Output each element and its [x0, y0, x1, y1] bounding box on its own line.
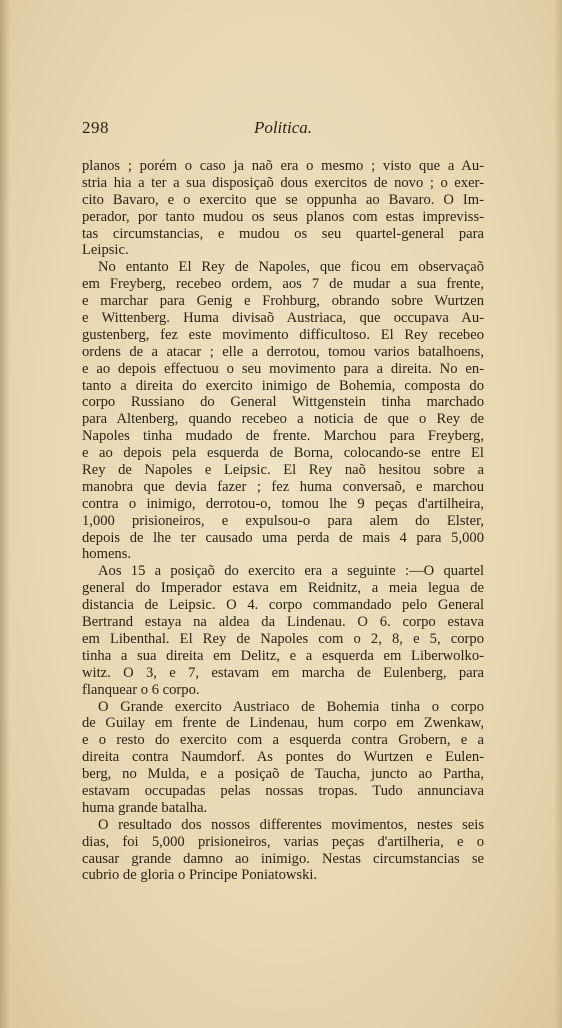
text-line: flanquear o 6 corpo.: [82, 681, 200, 698]
text-line: cubrio de gloria o Principe Poniatowski.: [82, 867, 318, 884]
text-line: Bertrand estaya na aldea da Lindenau. O 6. corpo estava: [82, 614, 484, 631]
paragraph: [82, 817, 484, 885]
text-line: distancia de Leipsic. O 4. corpo commandado pelo General: [82, 597, 484, 614]
text-line: tinha a sua direita em Delitz, e a esquerda em Liberwolko-: [82, 647, 484, 664]
text-line: O resultado dos nossos differentes movimentos, nestes seis: [98, 816, 484, 833]
text-line: 1,000 prisioneiros, e expulsou-o para alem do Elster,: [82, 512, 484, 529]
text-line: e Wittenberg. Huma divisaõ Austriaca, que occupava Au-: [82, 310, 484, 327]
text-line: No entanto El Rey de Napoles, que ficou em observaçaõ: [98, 259, 484, 276]
text-line: perador, por tanto mudou os seus planos com estas impreviss-: [82, 208, 484, 225]
text-line: para Altenberg, quando recebeo a noticia de que o Rey de: [82, 411, 484, 428]
text-line: tanto a direita do exercito inimigo de Bohemia, composta do: [82, 377, 484, 394]
text-line: e marchar para Genig e Frohburg, obrando sobre Wurtzen: [82, 293, 484, 310]
text-line: corpo Russiano do General Wittgenstein tinha marchado: [82, 394, 484, 411]
text-line: Aos 15 a posiçaõ do exercito era a seguinte :—O quartel: [98, 563, 484, 580]
text-line: e o resto do exercito com a esquerda contra Grobern, e a: [82, 732, 484, 749]
text-line: Rey de Napoles e Leipsic. El Rey naõ hesitou sobre a: [82, 462, 484, 479]
text-line: berg, no Mulda, e a posiçaõ de Taucha, juncto ao Partha,: [82, 766, 484, 783]
text-line: estavam occupadas pelas nossas tropas. Tudo annunciava: [82, 782, 484, 799]
text-line: depois de lhe ter causado uma perda de mais 4 para 5,000: [82, 529, 484, 546]
page-header: [82, 118, 484, 142]
text-line: dias, foi 5,000 prisioneiros, varias peças d'artilheria, e o: [82, 833, 484, 850]
paragraph: [82, 158, 484, 259]
text-line: causar grande damno ao inimigo. Nestas circumstancias se: [82, 850, 484, 867]
paragraph: [82, 259, 484, 563]
text-line: homens.: [82, 546, 132, 563]
text-line: tas circumstancias, e mudou os seu quartel-general para: [82, 225, 484, 242]
text-line: O Grande exercito Austriaco de Bohemia tinha o corpo: [98, 698, 484, 715]
paragraph: [82, 563, 484, 698]
text-line: manobra que devia fazer ; fez huma conversaõ, e marchou: [82, 478, 484, 495]
text-line: general do Imperador estava em Reidnitz, a meia legua de: [82, 580, 484, 597]
text-line: ordens de a atacar ; elle a derrotou, tomou varios batalhoens,: [82, 343, 484, 360]
text-line: contra o inimigo, derrotou-o, tomou lhe 9 peças d'artilheira,: [82, 495, 484, 512]
page-shadow-left: [0, 0, 10, 1028]
text-line: gustenberg, fez este movimento difficultoso. El Rey recebeo: [82, 326, 484, 343]
text-line: direita contra Naumdorf. As pontes do Wurtzen e Eulen-: [82, 749, 484, 766]
text-line: Napoles tinha mudado de frente. Marchou para Freyberg,: [82, 428, 484, 445]
body-text: [82, 158, 484, 884]
text-line: e ao depois effectuou o seu movimento para a direita. No en-: [82, 360, 484, 377]
text-line: cito Bavaro, e o exercito que se oppunha ao Bavaro. O Im-: [82, 191, 484, 208]
text-line: em Libenthal. El Rey de Napoles com o 2, 8, e 5, corpo: [82, 630, 484, 647]
text-line: e ao depois pela esquerda de Borna, colocando-se entre El: [82, 445, 484, 462]
text-line: de Guilay em frente de Lindenau, hum corpo em Zwenkaw,: [82, 715, 484, 732]
text-line: em Freyberg, recebeo ordem, aos 7 de mudar a sua frente,: [82, 276, 484, 293]
text-line: planos ; porém o caso ja naõ era o mesmo ; visto que a Au-: [82, 158, 484, 174]
page-shadow-right: [554, 0, 562, 1028]
text-line: Leipsic.: [82, 242, 129, 259]
text-line: stria hia a ter a sua disposiçaõ dous exercitos de novo ; o exer-: [82, 174, 484, 191]
page-number: 298: [82, 118, 109, 137]
text-line: witz. O 3, e 7, estavam em marcha de Eulenberg, para: [82, 664, 484, 681]
paragraph: [82, 699, 484, 817]
text-line: huma grande batalha.: [82, 799, 208, 816]
running-title: Politica.: [253, 118, 313, 137]
